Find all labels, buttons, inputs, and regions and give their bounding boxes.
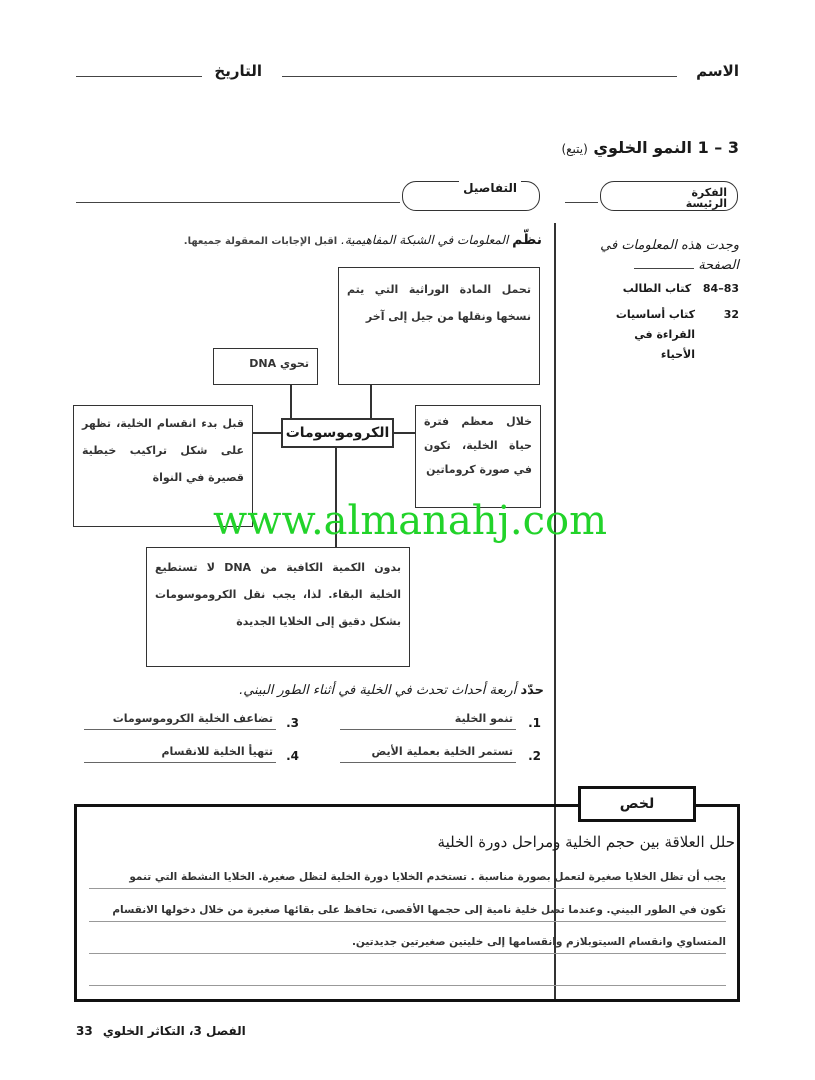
identify-num-1: 1. bbox=[528, 716, 541, 730]
watermark: www.almanahj.com bbox=[213, 498, 608, 544]
ref-2-book: كتاب أساسيات القراءة في الأحياء bbox=[615, 308, 695, 361]
footer-page: 33 bbox=[76, 1024, 93, 1038]
connector-left-h bbox=[252, 432, 282, 434]
ref-2-pages: 32 bbox=[723, 308, 739, 321]
identify-item-2[interactable]: تستمر الخلية بعملية الأيض bbox=[340, 744, 516, 763]
organize-verb: نظّم bbox=[512, 232, 542, 248]
section-continued: (يتبع) bbox=[561, 142, 588, 156]
summary-tab bbox=[578, 786, 696, 822]
section-title: النمو الخلوي bbox=[593, 138, 692, 157]
summary-line-1: يجب أن تظل الخلايا صغيرة لتعمل بصورة مناسبة . تستخدم الخلايا دورة الخلية لتظل صغيرة. الخلايا النشطة التي تنمو bbox=[129, 871, 726, 883]
summary-line-2: تكون في الطور البيني. وعندما تصل خلية نامية إلى حجمها الأقصى، تحافظ على بقائها صغيرة من خلال دخولها الانقسام bbox=[112, 904, 726, 916]
summary-question: حلل العلاقة بين حجم الخلية ومراحل دورة الخلية bbox=[437, 833, 735, 851]
organize-instruction bbox=[184, 232, 542, 248]
ref-1-book: كتاب الطالب bbox=[622, 282, 692, 295]
concept-right: خلال معظم فترة حياة الخلية، تكون في صورة كروماتين bbox=[415, 405, 541, 508]
section-title-row bbox=[561, 138, 739, 157]
identify-item-1[interactable]: تنمو الخلية bbox=[340, 711, 516, 730]
ref-1-pages: 83–84 bbox=[702, 282, 739, 295]
organize-text: المعلومات في الشبكة المفاهيمية. bbox=[341, 233, 509, 247]
date-label: التاريخ bbox=[214, 62, 262, 80]
summary-label: لخص bbox=[619, 796, 655, 812]
summary-rule-1[interactable] bbox=[89, 888, 726, 889]
identify-instruction bbox=[239, 683, 544, 698]
section-number: 3 – 1 bbox=[697, 138, 739, 157]
concept-top-right: تحمل المادة الوراثية التي يتم نسخها ونقلها من جيل إلى آخر bbox=[338, 267, 540, 385]
summary-line-3: المتساوي وانقسام السيتوبلازم وانقسامها إلى خليتين صغيرتين جديدتين. bbox=[351, 936, 726, 948]
concept-top-left: تحوي DNA bbox=[213, 348, 318, 385]
identify-item-4[interactable]: تتهيأ الخلية للانقسام bbox=[84, 744, 276, 763]
identify-num-4: 4. bbox=[286, 749, 299, 763]
identify-text: أربعة أحداث تحدث في الخلية في أثناء الطور البيني. bbox=[239, 683, 517, 698]
identify-item-3[interactable]: تضاعف الخلية الكروموسومات bbox=[84, 711, 276, 730]
connector-top-right-v bbox=[370, 383, 372, 418]
summary-rule-2[interactable] bbox=[89, 921, 726, 922]
main-idea-tab bbox=[600, 181, 738, 211]
main-idea-label: الفكرة الرئيسة bbox=[685, 186, 727, 210]
concept-center: الكروموسومات bbox=[281, 418, 394, 448]
sidebar-ref-1 bbox=[571, 282, 739, 295]
date-field[interactable] bbox=[76, 76, 202, 77]
connector-top-left-v bbox=[290, 384, 292, 418]
footer bbox=[76, 1024, 246, 1038]
concept-bottom: بدون الكمية الكافية من DNA لا تستطيع الخلية البقاء. لذا، يجب نقل الكروموسومات بشكل دقيق إلى الخلايا الجديدة bbox=[146, 547, 410, 667]
identify-verb: حدّد bbox=[520, 683, 544, 698]
summary-rule-4[interactable] bbox=[89, 985, 726, 986]
name-field[interactable] bbox=[282, 76, 677, 77]
concept-left: قبل بدء انقسام الخلية، تظهر على شكل تراكيب خيطية قصيرة في النواة bbox=[73, 405, 253, 527]
details-label: التفاصيل bbox=[459, 181, 521, 195]
footer-chapter: الفصل 3، التكاثر الخلوي bbox=[102, 1024, 246, 1038]
summary-rule-3[interactable] bbox=[89, 953, 726, 954]
details-rule bbox=[76, 202, 400, 203]
name-label: الاسم bbox=[696, 62, 739, 80]
main-idea-rule bbox=[565, 202, 598, 203]
identify-num-3: 3. bbox=[286, 716, 299, 730]
details-tab bbox=[402, 181, 540, 211]
organize-note: اقبل الإجابات المعقولة جميعها. bbox=[183, 236, 338, 247]
identify-num-2: 2. bbox=[528, 749, 541, 763]
sidebar-intro: وجدت هذه المعلومات في الصفحة bbox=[600, 238, 739, 273]
connector-right-h bbox=[393, 432, 415, 434]
sidebar-ref-2 bbox=[571, 305, 739, 365]
